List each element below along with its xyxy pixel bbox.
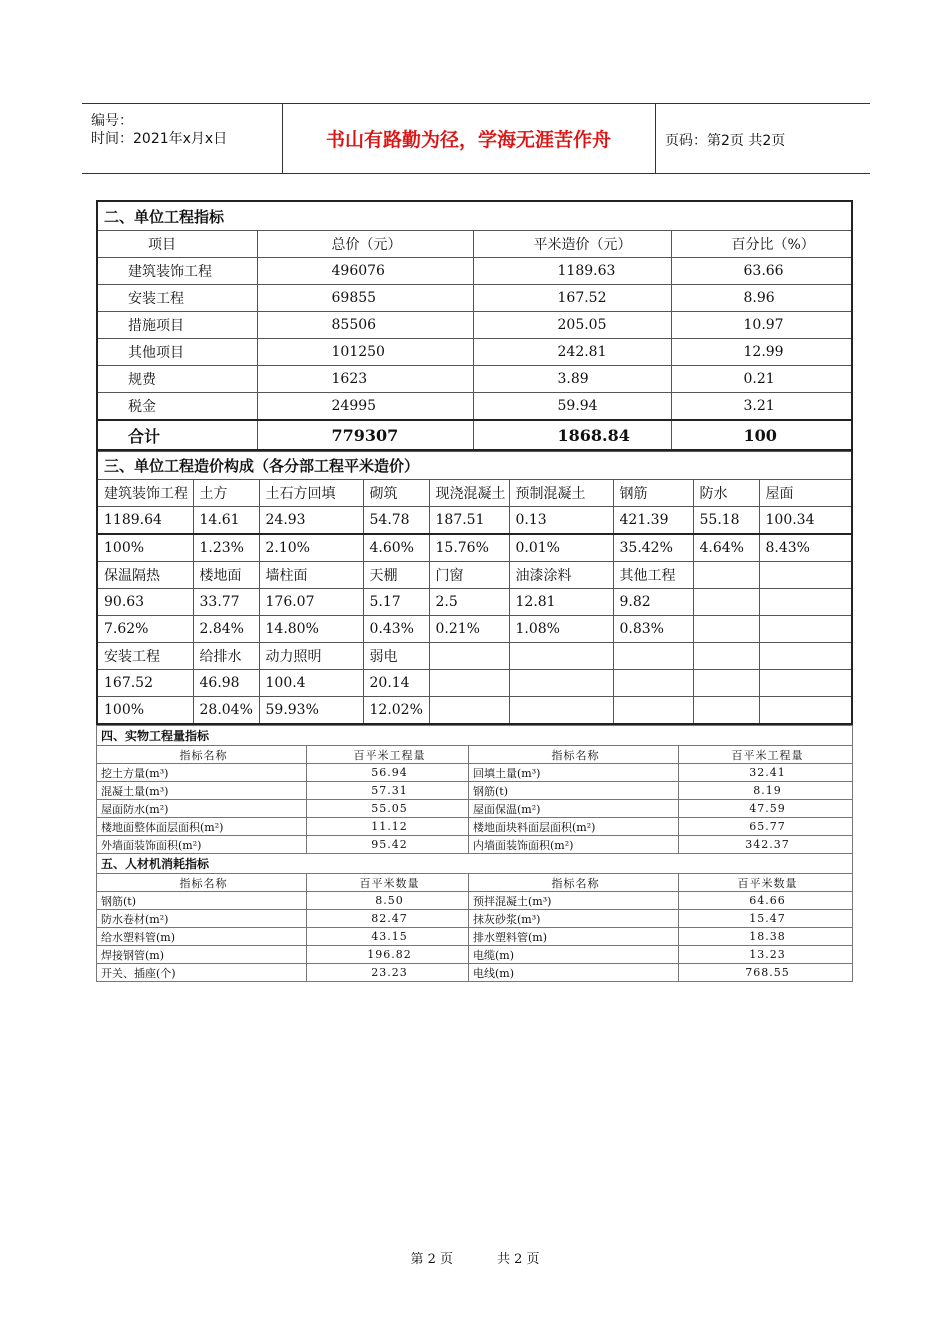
table-row: 屋面防水(m²) 55.05 屋面保温(m²) 47.59	[97, 800, 853, 818]
table-row: 167.52 46.98 100.4 20.14	[97, 670, 852, 697]
table-row: 90.63 33.77 176.07 5.17 2.5 12.81 9.82	[97, 589, 852, 616]
unit-project-indicators	[96, 200, 853, 451]
table-row: 措施项目 85506 205.05 10.97	[97, 312, 852, 339]
table-row: 建筑装饰工程 土方 土石方回填 砌筑 现浇混凝土 预制混凝土 钢筋 防水 屋面	[97, 480, 852, 507]
table-row: 安装工程 给排水 动力照明 弱电	[97, 643, 852, 670]
number-label: 编号：	[91, 113, 133, 129]
table-row: 7.62% 2.84% 14.80% 0.43% 0.21% 1.08% 0.83%	[97, 616, 852, 643]
header-meta	[82, 104, 283, 173]
total-row: 合计 779307 1868.84 100	[97, 420, 852, 450]
indicator-tables	[96, 200, 853, 982]
table-row: 外墙面装饰面积(m²) 95.42 内墙面装饰面积(m²) 342.37	[97, 836, 853, 854]
table-row: 100% 28.04% 59.93% 12.02%	[97, 697, 852, 725]
time-label: 时间：2021年x月x日	[91, 131, 228, 147]
section-title: 二、单位工程指标	[97, 201, 852, 231]
table-row: 其他项目 101250 242.81 12.99	[97, 339, 852, 366]
page-header	[82, 103, 870, 174]
section-title: 四、实物工程量指标	[97, 726, 853, 746]
table-header: 指标名称 百平米数量 指标名称 百平米数量	[97, 874, 853, 892]
table-row: 100% 1.23% 2.10% 4.60% 15.76% 0.01% 35.42% 4.64% 8.43%	[97, 534, 852, 562]
table-header: 指标名称 百平米工程量 指标名称 百平米工程量	[97, 746, 853, 764]
footer-total: 共 2 页	[497, 1252, 540, 1267]
table-row: 挖土方量(m³) 56.94 回填土量(m³) 32.41	[97, 764, 853, 782]
table-header: 项目 总价（元） 平米造价（元） 百分比（%）	[97, 231, 852, 258]
table-row: 安装工程 69855 167.52 8.96	[97, 285, 852, 312]
section-title: 三、单位工程造价构成（各分部工程平米造价）	[97, 452, 852, 480]
section-title: 五、人材机消耗指标	[97, 854, 853, 874]
table-row: 楼地面整体面层面积(m²) 11.12 楼地面块料面层面积(m²) 65.77	[97, 818, 853, 836]
table-row: 建筑装饰工程 496076 1189.63 63.66	[97, 258, 852, 285]
page-footer	[0, 1248, 950, 1267]
table-row: 开关、插座(个) 23.23 电线(m) 768.55	[97, 964, 853, 982]
table-row: 钢筋(t) 8.50 预拌混凝土(m³) 64.66	[97, 892, 853, 910]
table-row: 1189.64 14.61 24.93 54.78 187.51 0.13 421.39 55.18 100.34	[97, 507, 852, 535]
table-row: 规费 1623 3.89 0.21	[97, 366, 852, 393]
table-row: 保温隔热 楼地面 墙柱面 天棚 门窗 油漆涂料 其他工程	[97, 562, 852, 589]
table-row: 防水卷材(m²) 82.47 抹灰砂浆(m³) 15.47	[97, 910, 853, 928]
table-row: 税金 24995 59.94 3.21	[97, 393, 852, 421]
page-info: 页码：第2页 共2页	[665, 133, 786, 149]
motto: 书山有路勤为径，学海无涯苦作舟	[282, 104, 656, 173]
physical-and-consumption-indicators	[96, 725, 853, 982]
table-row: 焊接钢管(m) 196.82 电缆(m) 13.23	[97, 946, 853, 964]
table-row: 给水塑料管(m) 43.15 排水塑料管(m) 18.38	[97, 928, 853, 946]
table-row: 混凝土量(m³) 57.31 钢筋(t) 8.19	[97, 782, 853, 800]
footer-page: 第 2 页	[410, 1252, 453, 1267]
cost-composition	[96, 451, 853, 725]
